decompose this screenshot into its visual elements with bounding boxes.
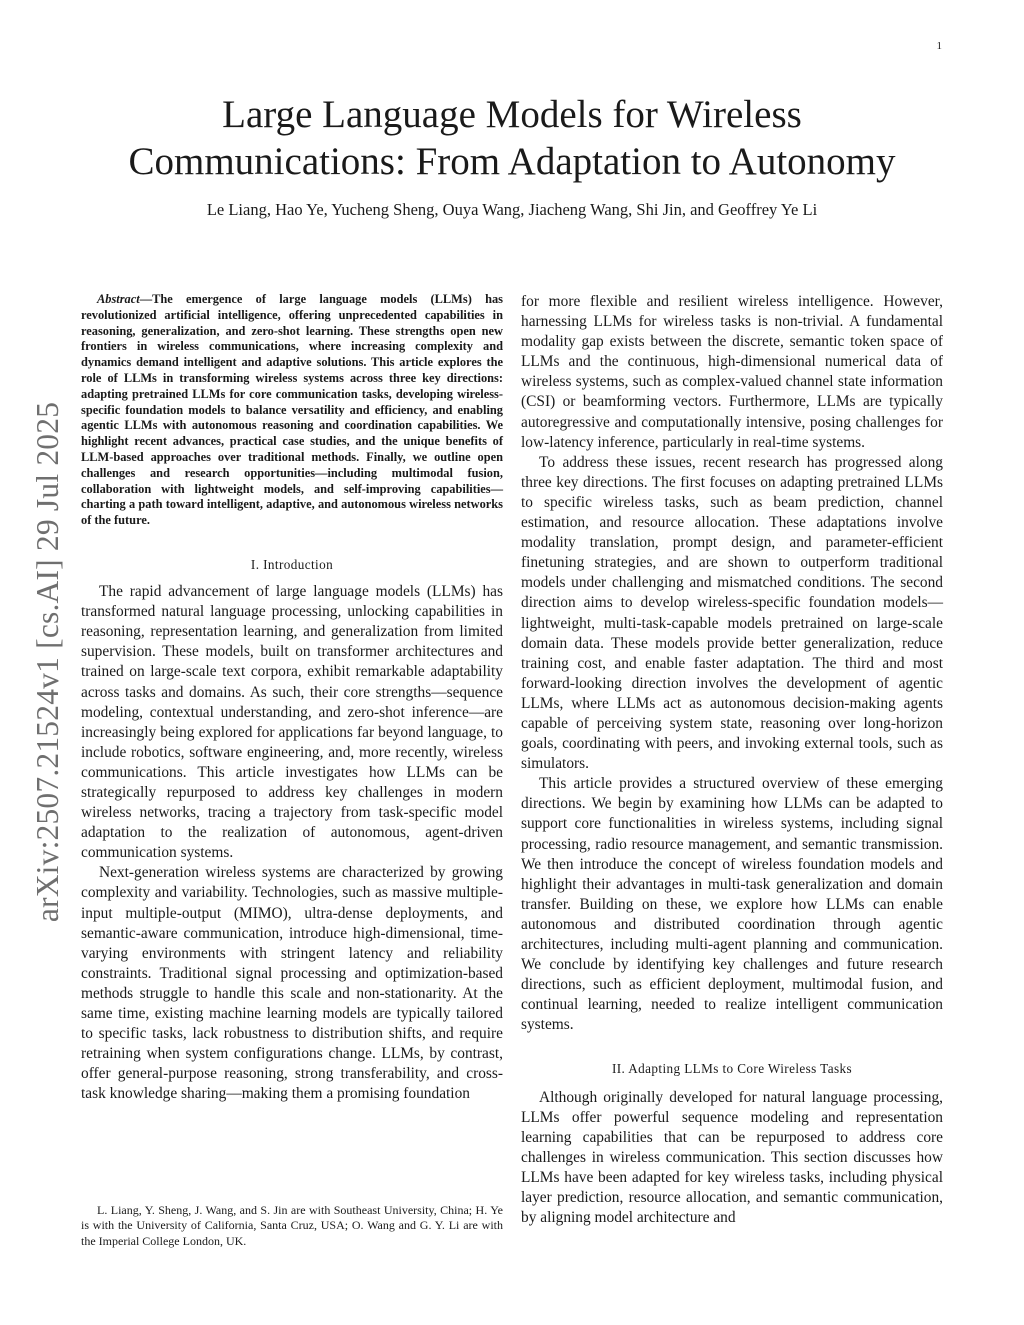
abstract (81, 292, 503, 529)
section-heading-introduction: I. Introduction (250, 556, 334, 572)
right-column (521, 292, 943, 1228)
left-column (81, 292, 503, 1104)
paper-title (60, 91, 964, 185)
arxiv-identifier-text: arXiv:2507.21524v1 [cs.AI] 29 Jul 2025 (30, 401, 65, 923)
abstract-label: Abstract (97, 292, 140, 306)
paper-title-line-1: Large Language Models for Wireless (222, 93, 802, 136)
body-paragraph: Although originally developed for natural language processing, LLMs offer powerful sequence modeling and representation learning capabilities that can be repurposed to address core challenges in wireless communication. This section discusses how LLMs have been adapted for key wireless tasks, including physical layer prediction, resource allocation, and semantic communication, by aligning model architecture and (521, 1088, 943, 1227)
page-number: 1 (936, 40, 942, 52)
author-list: Le Liang, Hao Ye, Yucheng Sheng, Ouya Wang, Jiacheng Wang, Shi Jin, and Geoffrey Ye Li (206, 200, 818, 219)
body-paragraph: for more flexible and resilient wireless intelligence. However, harnessing LLMs for wireless tasks is non-trivial. A fundamental modality gap exists between the discrete, semantic token space of LLMs and the continuous, high-dimensional numerical data of wireless systems, such as complex-valued channel state information (CSI) or beamforming vectors. Furthermore, LLMs are typically autoregressive and computationally intensive, posing challenges for low-latency inference, particularly in real-time systems. (521, 293, 943, 451)
author-affiliation-footnote: L. Liang, Y. Sheng, J. Wang, and S. Jin are with Southeast University, China; H. Ye is with the University of California, Santa Cruz, USA; O. Wang and G. Y. Li are with the Imperial College London, UK. (81, 1203, 503, 1248)
body-paragraph: This article provides a structured overview of these emerging directions. We begin by examining how LLMs can be adapted to support core functionalities in wireless systems, including signal processing, radio resource management, and semantic transmission. We then introduce the concept of wireless foundation models and highlight their advantages in multi-task generalization and domain transfer. Building on these, we explore how LLMs can enable autonomous and distributed coordination through agentic architectures, including multi-agent planning and communication. We conclude by identifying key challenges and future research directions, such as efficient deployment, multimodal fusion, and continual learning, needed to realize intelligent communication systems. (521, 775, 943, 1034)
body-paragraph: Next-generation wireless systems are characterized by growing complexity and variability. Technologies, such as massive multiple-input multiple-output (MIMO), ultra-dense deployments, and semantic-aware communication, introduce high-dimensional, time-varying environments with stringent latency and reliability constraints. Traditional signal processing and optimization-based methods struggle to handle this scale and non-stationarity. At the same time, existing machine learning models are typically tailored to specific tasks, lack robustness to distribution shifts, and require retraining when system configurations change. LLMs, by contrast, offer general-purpose reasoning, strong transferability, and cross-task knowledge sharing—making them a promising foundation (81, 864, 503, 1103)
paper-title-line-2: Communications: From Adaptation to Autonomy (128, 140, 896, 183)
body-paragraph: The rapid advancement of large language models (LLMs) has transformed natural language processing, unlocking capabilities in reasoning, representation learning, and generalization from limited supervision. These models, built on transformer architectures and trained on large-scale text corpora, exhibit remarkable adaptability across tasks and domains. As such, their core strengths—sequence modeling, contextual understanding, and zero-shot inference—are increasingly being explored for applications far beyond language, to include robotics, software engineering, and, more recently, wireless communications. This article investigates how LLMs can be strategically repurposed to address key challenges in modern wireless networks, tracing a trajectory from task-specific model adaptation to the realization of autonomous, agent-driven communication systems. (81, 583, 503, 862)
body-paragraph: To address these issues, recent research has progressed along three key directions. The first focuses on adapting pretrained LLMs to specific wireless tasks, such as beam prediction, channel estimation, and resource allocation. These adaptations involve modality translation, prompt design, and parameter-efficient finetuning strategies, and are shown to outperform traditional models under challenging and mismatched conditions. The second direction aims to develop wireless-specific foundation models—lightweight, multi-task-capable models pretrained on large-scale domain data. These models provide better generalization, reduce training cost, and enable faster adaptation. The third and most forward-looking direction involves the development of agentic LLMs, where LLMs act as autonomous decision-making agents capable of perceiving system state, reasoning over long-horizon goals, coordinating with peers, and invoking external tools, such as simulators. (521, 453, 943, 773)
section-heading-adapting-llms: II. Adapting LLMs to Core Wireless Tasks (611, 1061, 853, 1077)
abstract-text: —The emergence of large language models (LLMs) has revolutionized artificial intelligence, offering unprecedented capabilities in reasoning, generalization, and zero-shot learning. These strengths open new frontiers in wireless communications, where increasing complexity and dynamics demand intelligent and adaptive solutions. This article explores the role of LLMs in transforming wireless systems across three key directions: adapting pretrained LLMs for core communication tasks, developing wireless-specific foundation models to balance versatility and efficiency, and enabling agentic LLMs with autonomous reasoning and coordination capabilities. We highlight recent advances, practical case studies, and the unique benefits of LLM-based approaches over traditional methods. Finally, we outline open challenges and research opportunities—including multimodal fusion, collaboration with lightweight models, and self-improving capabilities—charting a path toward intelligent, adaptive, and autonomous wireless networks of the future. (81, 292, 503, 528)
